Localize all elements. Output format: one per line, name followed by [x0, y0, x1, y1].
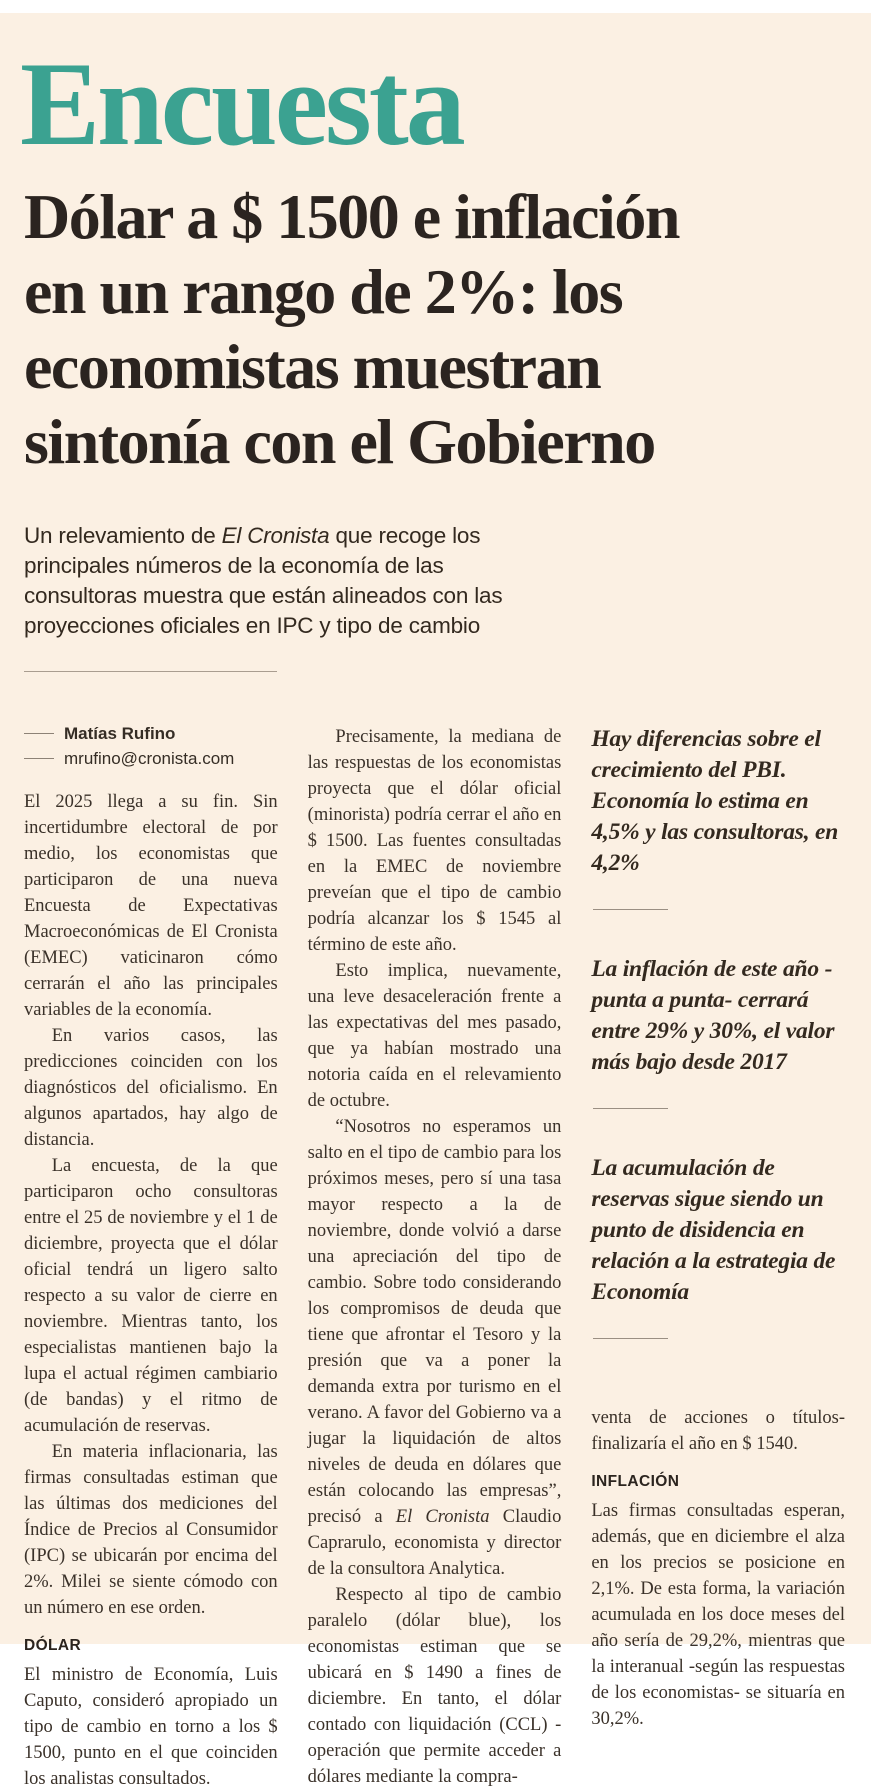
text-run: La encuesta, de la que participaron ocho consultoras entre el 25 de noviembre y el 1 de diciembre, proyecta que el dólar oficial tendrá un ligero salto respecto a su valor de cierre en noviembre. Mientras tanto, los especialistas mantienen bajo la lupa el actual régimen cambiario (de bandas) y el ritmo de acumulación de reservas.	[24, 1155, 278, 1436]
lede-line	[24, 581, 584, 611]
column-2	[308, 724, 562, 1792]
column-3-text	[591, 724, 845, 1732]
headline-line: en un rango de 2%: los	[24, 255, 623, 327]
quote-divider	[593, 1108, 668, 1109]
text-run: Precisamente, la mediana de las respuestas de los economistas proyecta que el dólar oficial (minorista) podría cerrar el año en $ 1500. Las fuentes consultadas en la EMEC de noviembre preveían que el tipo de cambio podría alcanzar los $ 1545 al término de este año.	[307, 726, 562, 955]
newspaper-page	[0, 13, 871, 1789]
byline-dash-icon	[24, 733, 54, 734]
text-run: consultoras muestra que están alineados con las	[24, 582, 503, 608]
section-kicker: Encuesta	[20, 37, 463, 170]
article-columns	[24, 724, 845, 1792]
article-paragraph	[308, 958, 562, 1114]
lede-line	[24, 611, 584, 641]
article-paragraph	[308, 1114, 562, 1582]
article-paragraph	[24, 789, 278, 1023]
pull-quote: La inflación de este año -punta a punta- cerrará entre 29% y 30%, el valor más bajo desde 2017	[591, 955, 835, 1075]
byline-author: Matías Rufino	[64, 723, 176, 743]
byline-dash-icon	[24, 758, 54, 759]
text-run: El 2025 llega a su fin. Sin incertidumbre electoral de por medio, los economistas que participaron de una nueva Encuesta de Expectativas Macroeconómicas de El Cronista (EMEC) vaticinaron cómo cerrarán el año las principales variables de la economía.	[24, 791, 278, 1020]
pull-quote: La acumulación de reservas sigue siendo un punto de disidencia en relación a la estrategia de Economía	[591, 1154, 836, 1305]
quote-divider	[593, 1338, 668, 1339]
byline-author-row	[24, 724, 278, 744]
text-run: Claudio Caprarulo, economista y director de la consultora Analytica.	[307, 1506, 562, 1579]
headline-line: Dólar a $ 1500 e inflación	[24, 180, 679, 252]
text-run: En varios casos, las predicciones coinciden con los diagnósticos del oficialismo. En algunos apartados, hay algo de distancia.	[24, 1025, 278, 1150]
text-run: Las firmas consultadas esperan, además, que en diciembre el alza en los precios se posicione en 2,1%. De esta forma, la variación acumulada en los doce meses del año sería de 29,2%, mientras que la interanual -según las respuestas de los economistas- se situaría en 30,2%.	[591, 1500, 846, 1729]
headline	[24, 179, 845, 479]
text-run: Esto implica, nuevamente, una leve desaceleración frente a las expectativas del mes pasado, que ya habían mostrado una notoria caída en el relevamiento de octubre.	[307, 960, 562, 1111]
article-paragraph	[24, 1439, 278, 1621]
text-run: En materia inflacionaria, las firmas consultadas estiman que las últimas dos mediciones del Índice de Precios al Consumidor (IPC) se ubicarán por encima del 2%. Milei se siente cómodo con un número en ese orden.	[24, 1441, 278, 1618]
text-run: El ministro de Economía, Luis Caputo, consideró apropiado un tipo de cambio en torno a los $ 1500, punto en el que coinciden los analistas consultados.	[24, 1664, 278, 1789]
byline-email: mrufino@cronista.com	[64, 748, 235, 768]
text-run: proyecciones oficiales en IPC y tipo de cambio	[24, 612, 481, 638]
text-run: El Cronista	[395, 1506, 490, 1527]
column-1	[24, 724, 278, 1792]
byline	[24, 724, 278, 769]
article-paragraph	[308, 724, 562, 958]
text-run: El Cronista	[221, 522, 330, 548]
lede-line	[24, 551, 584, 581]
headline-line: economistas muestran	[24, 330, 601, 402]
column-1-text	[24, 789, 278, 1792]
section-header: INFLACIÓN	[591, 1472, 680, 1490]
column-2-text	[308, 724, 562, 1790]
text-run: venta de acciones o títulos- finalizaría el año en $ 1540.	[591, 1407, 846, 1454]
byline-email-row	[24, 749, 278, 769]
lede	[24, 521, 584, 641]
text-run: Respecto al tipo de cambio paralelo (dólar blue), los economistas estiman que se ubicará en $ 1490 a fines de diciembre. En tanto, el dólar contado con liquidación (CCL) -operación que permite acceder a dólares mediante la compra-	[307, 1584, 562, 1787]
spacer	[591, 1383, 845, 1405]
text-run: que recoge los	[329, 522, 481, 548]
lede-line	[24, 521, 584, 551]
pull-quote: Hay diferencias sobre el crecimiento del PBI. Economía lo estima en 4,5% y las consultoras, en 4,2%	[591, 725, 839, 876]
text-run: Un relevamiento de	[24, 522, 222, 548]
text-run: “Nosotros no esperamos un salto en el tipo de cambio para los próximos meses, pero sí una tasa mayor respecto a la de noviembre, donde volvió a darse una apreciación del tipo de cambio. Sobre todo considerando los compromisos de deuda que tiene que afrontar el Tesoro y la presión que va a poner la demanda extra por turismo en el verano. A favor del Gobierno va a jugar la liquidación de altos niveles de deuda en dólares que están colocando las empresas”, precisó a	[307, 1116, 562, 1527]
quote-divider	[593, 909, 668, 910]
headline-line: sintonía con el Gobierno	[24, 405, 655, 477]
section-header: DÓLAR	[24, 1636, 82, 1654]
article-paragraph	[24, 1153, 278, 1439]
article-paragraph	[591, 1405, 845, 1457]
article-paragraph	[24, 1023, 278, 1153]
article-paragraph	[591, 1498, 845, 1732]
lede-divider	[24, 671, 277, 672]
text-run: principales números de la economía de las	[24, 552, 444, 578]
column-3	[591, 724, 845, 1792]
article-paragraph	[24, 1662, 278, 1792]
article-paragraph	[308, 1582, 562, 1790]
